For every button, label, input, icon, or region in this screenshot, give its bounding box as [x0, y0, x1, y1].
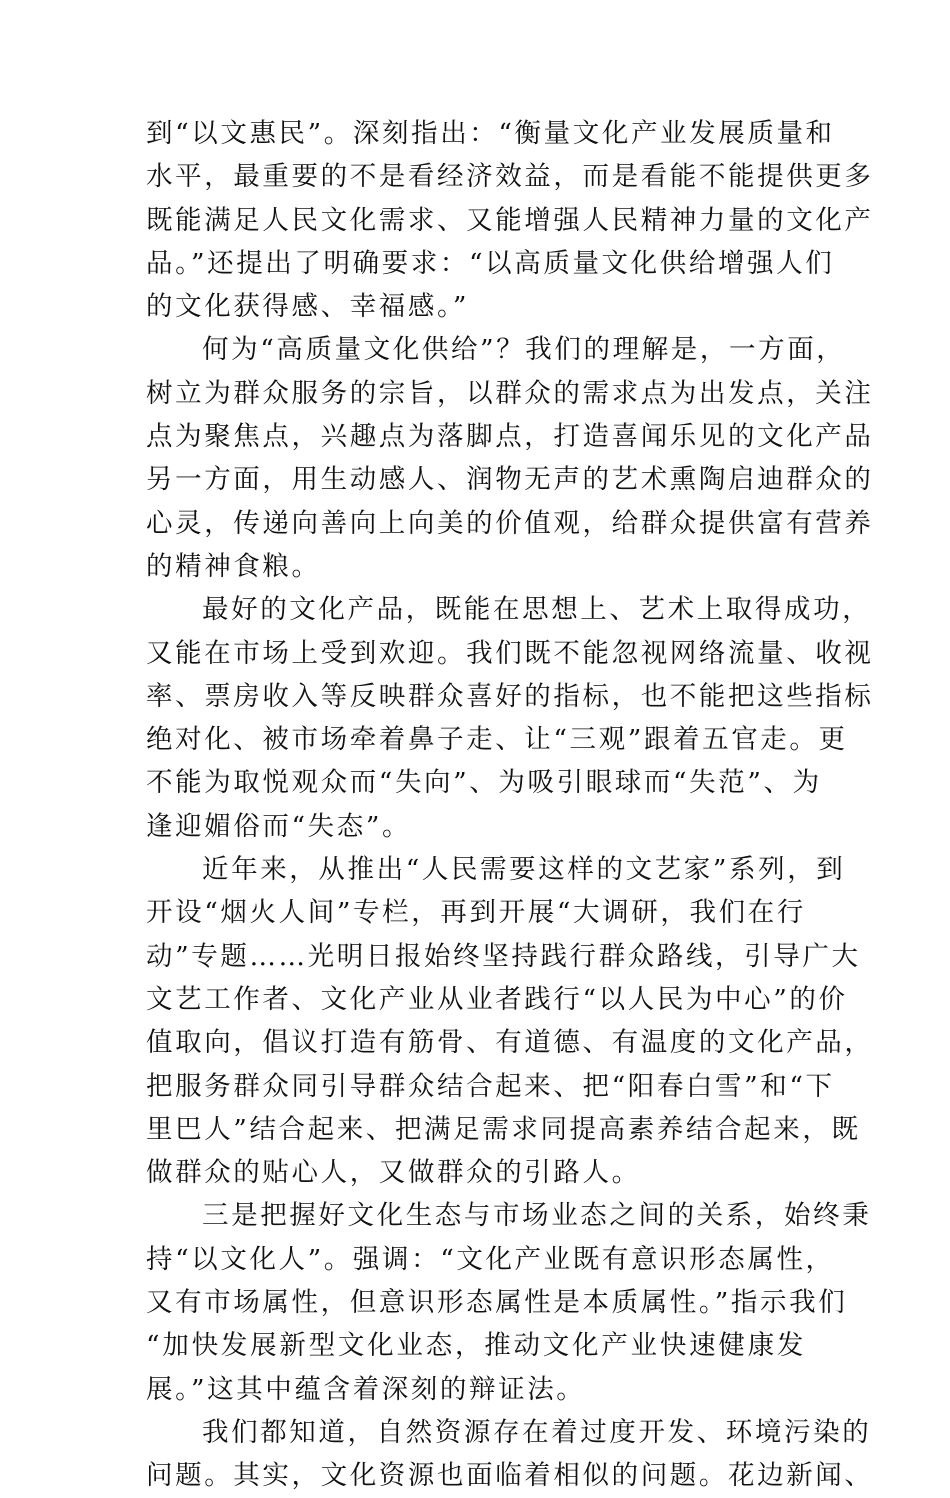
paragraph-3-line-4: 绝对化、被市场牵着鼻子走、让“三观”跟着五官走。更 — [146, 724, 848, 756]
paragraph-5-line-3: 又有市场属性，但意识形态属性是本质属性。”指示我们 — [146, 1287, 848, 1319]
paragraph-3-line-3: 率、票房收入等反映群众喜好的指标，也不能把这些指标 — [146, 680, 874, 712]
paragraph-2-line-3: 点为聚焦点，兴趣点为落脚点，打造喜闻乐见的文化产品 — [146, 421, 874, 453]
paragraph-5-line-5: 展。”这其中蕴含着深刻的辩证法。 — [146, 1373, 586, 1405]
paragraph-1-line-3: 既能满足人民文化需求、又能增强人民精神力量的文化产 — [146, 204, 874, 236]
paragraph-4-line-2: 开设“烟火人间”专栏，再到开展“大调研，我们在行 — [146, 897, 806, 929]
paragraph-4-line-7: 里巴人”结合起来、把满足需求同提高素养结合起来，既 — [146, 1113, 861, 1145]
paragraph-6-line-2: 问题。其实，文化资源也面临着相似的问题。花边新闻、 — [146, 1460, 874, 1492]
paragraph-4-line-6: 把服务群众同引导群众结合起来、把“阳春白雪”和“下 — [146, 1070, 835, 1102]
paragraph-4-line-1: 近年来，从推出“人民需要这样的文艺家”系列，到 — [202, 854, 846, 886]
paragraph-5-line-2: 持“以文化人”。强调：“文化产业既有意识形态属性， — [146, 1243, 835, 1275]
paragraph-2-line-4: 另一方面，用生动感人、润物无声的艺术熏陶启迪群众的 — [146, 464, 874, 496]
paragraph-3-line-5: 不能为取悦观众而“失向”、为吸引眼球而“失范”、为 — [146, 767, 822, 799]
paragraph-1-line-4: 品。”还提出了明确要求：“以高质量文化供给增强人们 — [146, 247, 835, 279]
paragraph-6-line-1: 我们都知道，自然资源存在着过度开发、环境污染的 — [202, 1416, 872, 1448]
paragraph-5-line-4: “加快发展新型文化业态，推动文化产业快速健康发 — [146, 1330, 806, 1362]
article-body — [146, 112, 874, 1498]
paragraph-5-line-1: 三是把握好文化生态与市场业态之间的关系，始终秉 — [202, 1200, 872, 1232]
paragraph-1-line-2: 水平，最重要的不是看经济效益，而是看能不能提供更多 — [146, 161, 874, 193]
paragraph-4-line-3: 动”专题……光明日报始终坚持践行群众路线，引导广大 — [146, 940, 861, 972]
paragraph-2-line-6: 的精神食粮。 — [146, 550, 321, 582]
paragraph-2-line-5: 心灵，传递向善向上向美的价值观，给群众提供富有营养 — [146, 507, 874, 539]
paragraph-2-line-1: 何为“高质量文化供给”？我们的理解是，一方面， — [202, 334, 846, 366]
paragraph-1-line-1: 到“以文惠民”。深刻指出：“衡量文化产业发展质量和 — [146, 118, 835, 149]
paragraph-1-line-5: 的文化获得感、幸福感。” — [146, 291, 469, 323]
paragraph-3-line-1: 最好的文化产品，既能在思想上、艺术上取得成功， — [202, 594, 872, 626]
paragraph-2-line-2: 树立为群众服务的宗旨，以群众的需求点为出发点，关注 — [146, 377, 874, 409]
paragraph-4-line-4: 文艺工作者、文化产业从业者践行“以人民为中心”的价 — [146, 983, 848, 1015]
paragraph-3-line-2: 又能在市场上受到欢迎。我们既不能忽视网络流量、收视 — [146, 637, 874, 669]
paragraph-4-line-5: 值取向，倡议打造有筋骨、有道德、有温度的文化产品， — [146, 1027, 874, 1059]
paragraph-3-line-6: 逢迎媚俗而“失态”。 — [146, 810, 412, 842]
paragraph-4-line-8: 做群众的贴心人，又做群众的引路人。 — [146, 1157, 641, 1189]
